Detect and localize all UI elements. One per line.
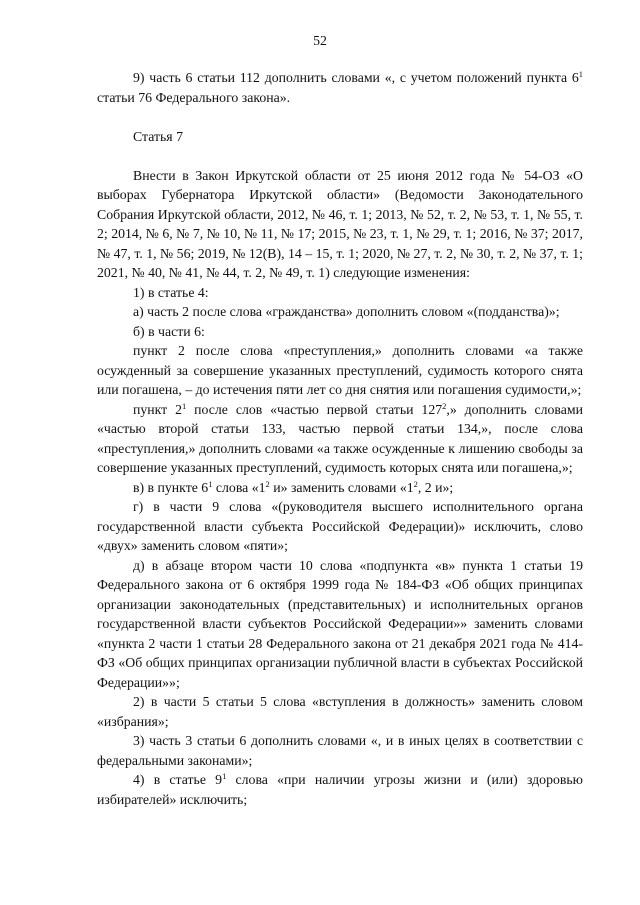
item-4: 4) в статье $9^1$ слова «при наличии угрозы жизни и (или) здоровью избирателей» исключить;	[97, 771, 583, 807]
item-1: 1) в статье 4:	[133, 284, 209, 300]
item-1-d: д) в абзаце втором части 10 слова «подпункта «в» пункта 1 статьи 19 Федерального закона от 6 октября 1999 года № 184-ФЗ «Об общих принципах организации законодательных (представительных) и исполнительных органов государственной власти субъектов Российской Федерации»» заменить словами «пункта 2 части 1 статьи 28 Федерального закона от 21 декабря 2021 года № 414-ФЗ «Об общих принципах организации публичной власти в субъектах Российской Федерации»»;	[97, 557, 583, 690]
item-1-g: г) в части 9 слова «(руководителя высшего исполнительного органа государственной власти субъекта Российской Федерации)» исключить, слово «двух» заменить словом «пяти»;	[97, 499, 583, 553]
item-1-b-point-2: пункт 2 после слова «преступления,» дополнить словами «а также осужденный за совершение указанных преступлений, судимость которого снята или погашена, – до истечения пяти лет со дня снятия или погашения судимости,»;	[97, 343, 583, 397]
item-1-b-point-2-1: пункт $2^1$ после слов «частью первой статьи $127^2$,» дополнить словами «частью второй статьи 133, частью первой статьи 134,», после слова «преступления,» дополнить словами «а также осужденные к лишению свободы за совершение указанных преступлений, судимость которых снята или погашена,»;	[97, 400, 583, 475]
item-1-v: в) в пункте $6^1$ слова «$1^2$ и» заменить словами «$1^2$, 2 и»;	[133, 478, 454, 495]
item-3: 3) часть 3 статьи 6 дополнить словами «, и в иных целях в соответствии с федеральными законами»;	[97, 733, 583, 768]
item-1-b: б) в части 6:	[133, 323, 205, 339]
item-2: 2) в части 5 статьи 5 слова «вступления в должность» заменить словом «избрания»;	[97, 694, 583, 729]
paragraph-item-9: 9) часть 6 статьи 112 дополнить словами «, с учетом положений пункта $6^1$ статьи 76 Федерального закона».	[97, 69, 583, 105]
page-number: 52	[313, 33, 327, 48]
article-heading: Статья 7	[133, 129, 184, 144]
document-body	[97, 68, 583, 809]
article-intro: Внести в Закон Иркутской области от 25 июня 2012 года № 54-ОЗ «О выборах Губернатора Иркутской области» (Ведомости Законодательного Собрания Иркутской области, 2012, № 46, т. 1; 2013, № 52, т. 2, № 53, т. 1, № 55, т. 2; 2014, № 6, № 7, № 10, № 11, № 17; 2015, № 23, т. 1, № 29, т. 1; 2016, № 37; 2017, № 47, т. 1, № 56; 2019, № 12(В), 14 – 15, т. 1; 2020, № 27, т. 2, № 30, т. 2, № 37, т. 1; 2021, № 40, № 41, № 44, т. 2, № 49, т. 1) следующие изменения:	[97, 167, 583, 280]
item-1-a: а) часть 2 после слова «гражданства» дополнить словом «(подданства)»;	[133, 304, 560, 319]
